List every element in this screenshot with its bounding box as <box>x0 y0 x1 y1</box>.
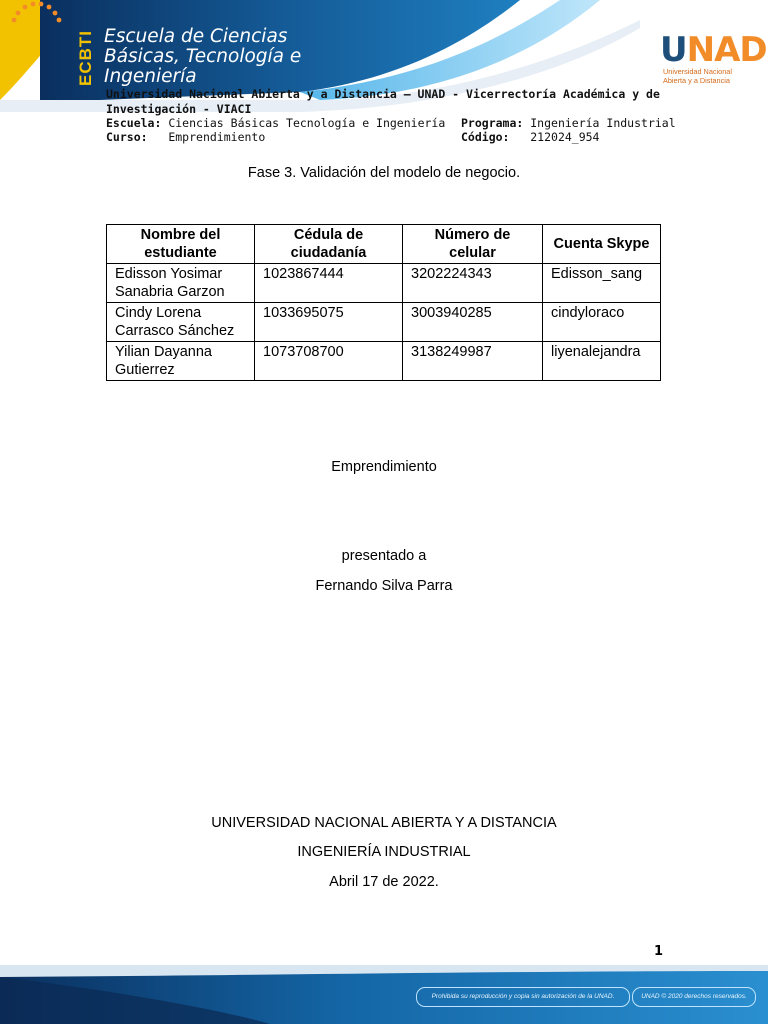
student-id: 1023867444 <box>255 264 403 303</box>
column-header: Número de celular <box>403 225 543 264</box>
student-name: Yilian Dayanna Gutierrez <box>107 342 255 381</box>
school-name <box>104 27 301 87</box>
codigo-line: Código: 212024_954 <box>461 130 600 144</box>
student-name: Cindy Lorena Carrasco Sánchez <box>107 303 255 342</box>
university-name: UNIVERSIDAD NACIONAL ABIERTA Y A DISTANCIA <box>211 815 557 831</box>
column-header: Nombre del estudiante <box>107 225 255 264</box>
school-name-line: Escuela de Ciencias <box>104 26 288 47</box>
column-header: Cuenta Skype <box>543 225 661 264</box>
footer-copyright: UNAD © 2020 derechos reservados. <box>632 987 756 1007</box>
ecbti-label: ECBTI <box>76 30 95 86</box>
student-phone: 3138249987 <box>403 342 543 381</box>
institution-line: Universidad Nacional Abierta y a Distancia – UNAD - Vicerrectoría Académica y de <box>106 87 660 101</box>
student-id: 1073708700 <box>255 342 403 381</box>
student-phone: 3003940285 <box>403 303 543 342</box>
table-row <box>107 303 661 342</box>
course-name: Emprendimiento <box>331 459 437 475</box>
program-name: INGENIERÍA INDUSTRIAL <box>297 844 471 860</box>
students-table <box>106 224 661 381</box>
unad-logo-subtitle: Universidad Nacional Abierta y a Distancia <box>663 67 732 85</box>
document-title: Fase 3. Validación del modelo de negocio. <box>247 165 521 181</box>
table-row <box>107 264 661 303</box>
footer-notice: Prohibida su reproducción y copia sin autorización de la UNAD. <box>416 987 630 1007</box>
unad-logo-text: UNAD <box>660 30 767 70</box>
document-date: Abril 17 de 2022. <box>329 874 439 890</box>
school-name-line: Básicas, Tecnología e <box>104 46 302 67</box>
student-skype: Edisson_sang <box>543 264 661 303</box>
table-row <box>107 342 661 381</box>
presented-to-label: presentado a <box>341 548 427 564</box>
column-header: Cédula de ciudadanía <box>255 225 403 264</box>
escuela-line: Escuela: Ciencias Básicas Tecnología e Ingeniería <box>106 116 446 130</box>
table-header-row <box>107 225 661 264</box>
student-id: 1033695075 <box>255 303 403 342</box>
student-skype: cindyloraco <box>543 303 661 342</box>
programa-line: Programa: Ingeniería Industrial <box>461 116 676 130</box>
unad-logo-dots-icon <box>0 0 90 80</box>
curso-line: Curso: Emprendimiento <box>106 130 266 144</box>
student-skype: liyenalejandra <box>543 342 661 381</box>
teacher-name: Fernando Silva Parra <box>315 578 453 594</box>
page-number: 1 <box>654 944 664 959</box>
vice-rectory-line: Investigación - VIACI <box>106 102 252 116</box>
school-name-line: Ingeniería <box>104 66 197 87</box>
student-phone: 3202224343 <box>403 264 543 303</box>
student-name: Edisson Yosimar Sanabria Garzon <box>107 264 255 303</box>
